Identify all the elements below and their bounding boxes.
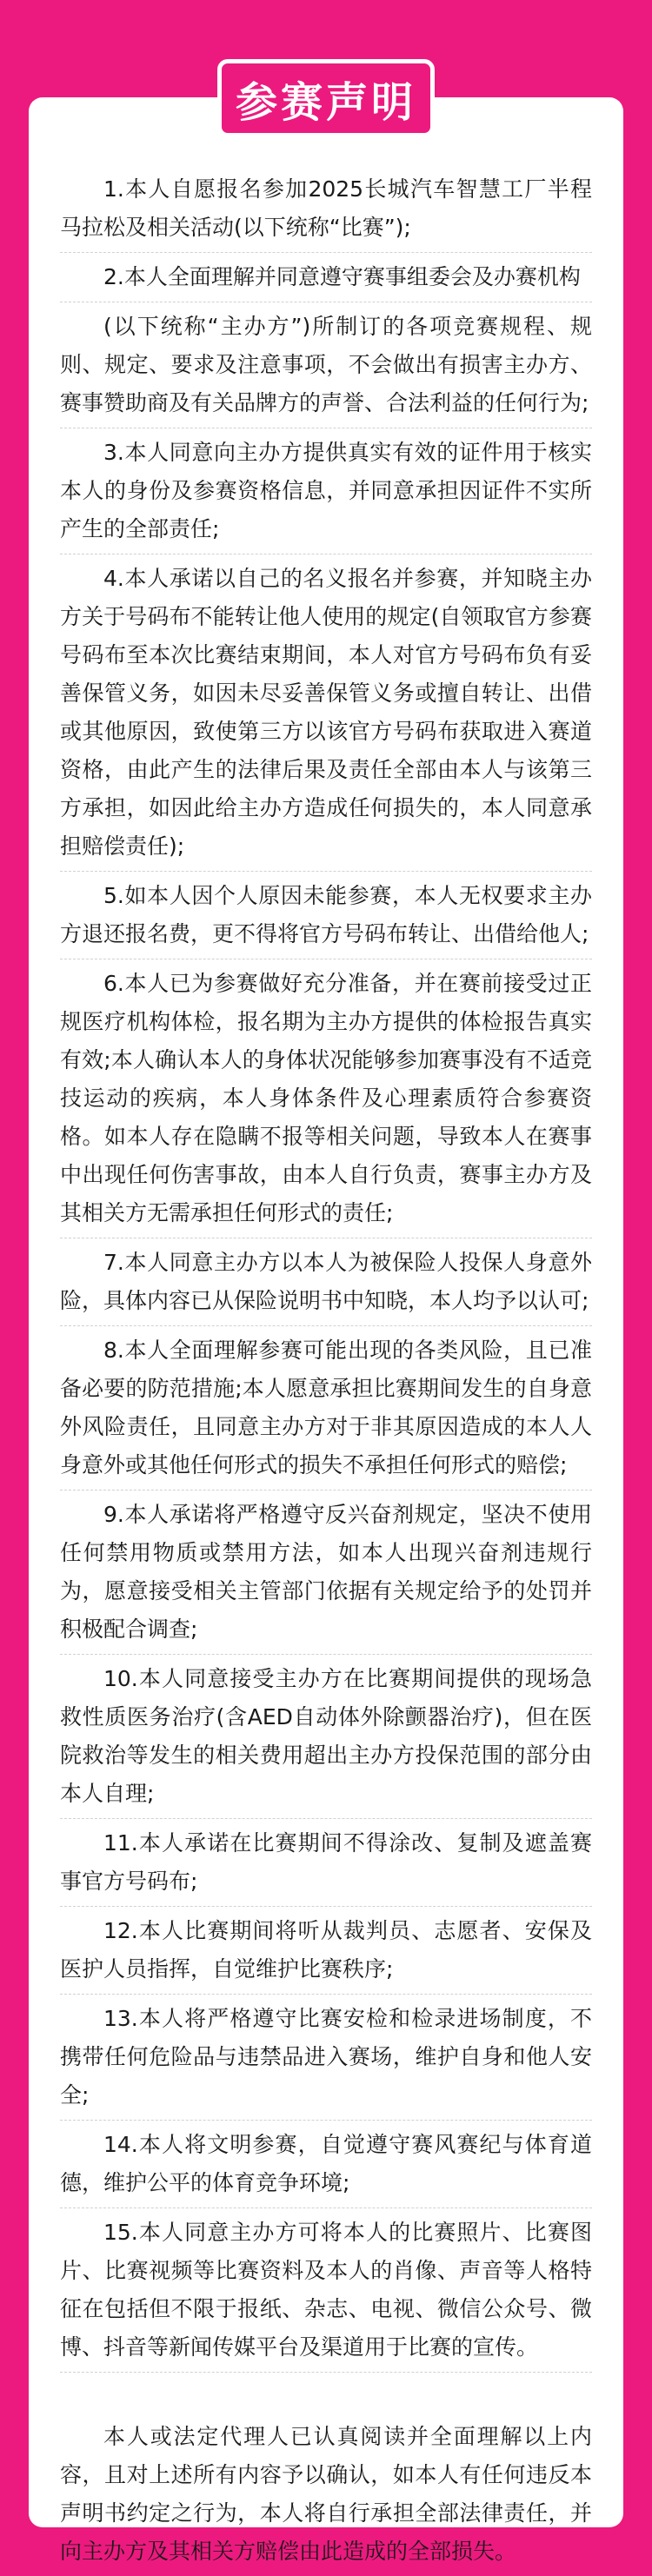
declaration-item: 7.本人同意主办方以本人为被保险人投保人身意外险，具体内容已从保险说明书中知晓，本人均予以认可; — [60, 1244, 592, 1326]
page-title: 参赛声明 — [235, 77, 416, 127]
declaration-item: 2.本人全面理解并同意遵守赛事组委会及办赛机构 — [60, 258, 592, 302]
title-badge — [217, 59, 435, 137]
declaration-item: 1.本人自愿报名参加2025长城汽车智慧工厂半程马拉松及相关活动(以下统称“比赛”); — [60, 170, 592, 253]
declaration-item: 5.如本人因个人原因未能参赛，本人无权要求主办方退还报名费，更不得将官方号码布转让、出借给他人; — [60, 877, 592, 959]
declaration-item: 15.本人同意主办方可将本人的比赛照片、比赛图片、比赛视频等比赛资料及本人的肖像、声音等人格特征在包括但不限于报纸、杂志、电视、微信公众号、微博、抖音等新闻传媒平台及渠道用于比赛的宣传。 — [60, 2214, 592, 2373]
declaration-item: 8.本人全面理解参赛可能出现的各类风险，且已准备必要的防范措施;本人愿意承担比赛期间发生的自身意外风险责任，且同意主办方对于非其原因造成的本人人身意外或其他任何形式的损失不承担任何形式的赔偿; — [60, 1331, 592, 1490]
declaration-item: 14.本人将文明参赛，自觉遵守赛风赛纪与体育道德，维护公平的体育竞争环境; — [60, 2126, 592, 2208]
declaration-item: 4.本人承诺以自己的名义报名并参赛，并知晓主办方关于号码布不能转让他人使用的规定(自领取官方参赛号码布至本次比赛结束期间，本人对官方号码布负有妥善保管义务，如因未尽妥善保管义务或擅自转让、出借或其他原因，致使第三方以该官方号码布获取进入赛道资格，由此产生的法律后果及责任全部由本人与该第三方承担，如因此给主办方造成任何损失的，本人同意承担赔偿责任); — [60, 560, 592, 872]
declaration-item: 12.本人比赛期间将听从裁判员、志愿者、安保及医护人员指挥，自觉维护比赛秩序; — [60, 1912, 592, 1995]
declaration-item: 9.本人承诺将严格遵守反兴奋剂规定，坚决不使用任何禁用物质或禁用方法，如本人出现兴奋剂违规行为，愿意接受相关主管部门依据有关规定给予的处罚并积极配合调查; — [60, 1496, 592, 1655]
declaration-item: 3.本人同意向主办方提供真实有效的证件用于核实本人的身份及参赛资格信息，并同意承担因证件不实所产生的全部责任; — [60, 434, 592, 554]
declaration-item: 6.本人已为参赛做好充分准备，并在赛前接受过正规医疗机构体检，报名期为主办方提供的体检报告真实有效;本人确认本人的身体状况能够参加赛事没有不适竞技运动的疾病，本人身体条件及心理素质符合参赛资格。如本人存在隐瞒不报等相关问题，导致本人在赛事中出现任何伤害事故，由本人自行负责，赛事主办方及其相关方无需承担任何形式的责任; — [60, 965, 592, 1238]
declaration-item: 10.本人同意接受主办方在比赛期间提供的现场急救性质医务治疗(含AED自动体外除颤器治疗)，但在医院救治等发生的相关费用超出主办方投保范围的部分由本人自理; — [60, 1660, 592, 1819]
declaration-item: 11.本人承诺在比赛期间不得涂改、复制及遮盖赛事官方号码布; — [60, 1824, 592, 1907]
declaration-item: 13.本人将严格遵守比赛安检和检录进场制度，不携带任何危险品与违禁品进入赛场，维护自身和他人安全; — [60, 2000, 592, 2121]
declaration-card — [29, 97, 623, 2564]
declaration-item: (以下统称“主办方”)所制订的各项竞赛规程、规则、规定、要求及注意事项，不会做出有损害主办方、赛事赞助商及有关品牌方的声誉、合法利益的任何行为; — [60, 308, 592, 428]
closing-statement: 本人或法定代理人已认真阅读并全面理解以上内容，且对上述所有内容予以确认，如本人有任何违反本声明书约定之行为，本人将自行承担全部法律责任，并向主办方及其相关方赔偿由此造成的全部损失。 — [60, 2424, 592, 2564]
